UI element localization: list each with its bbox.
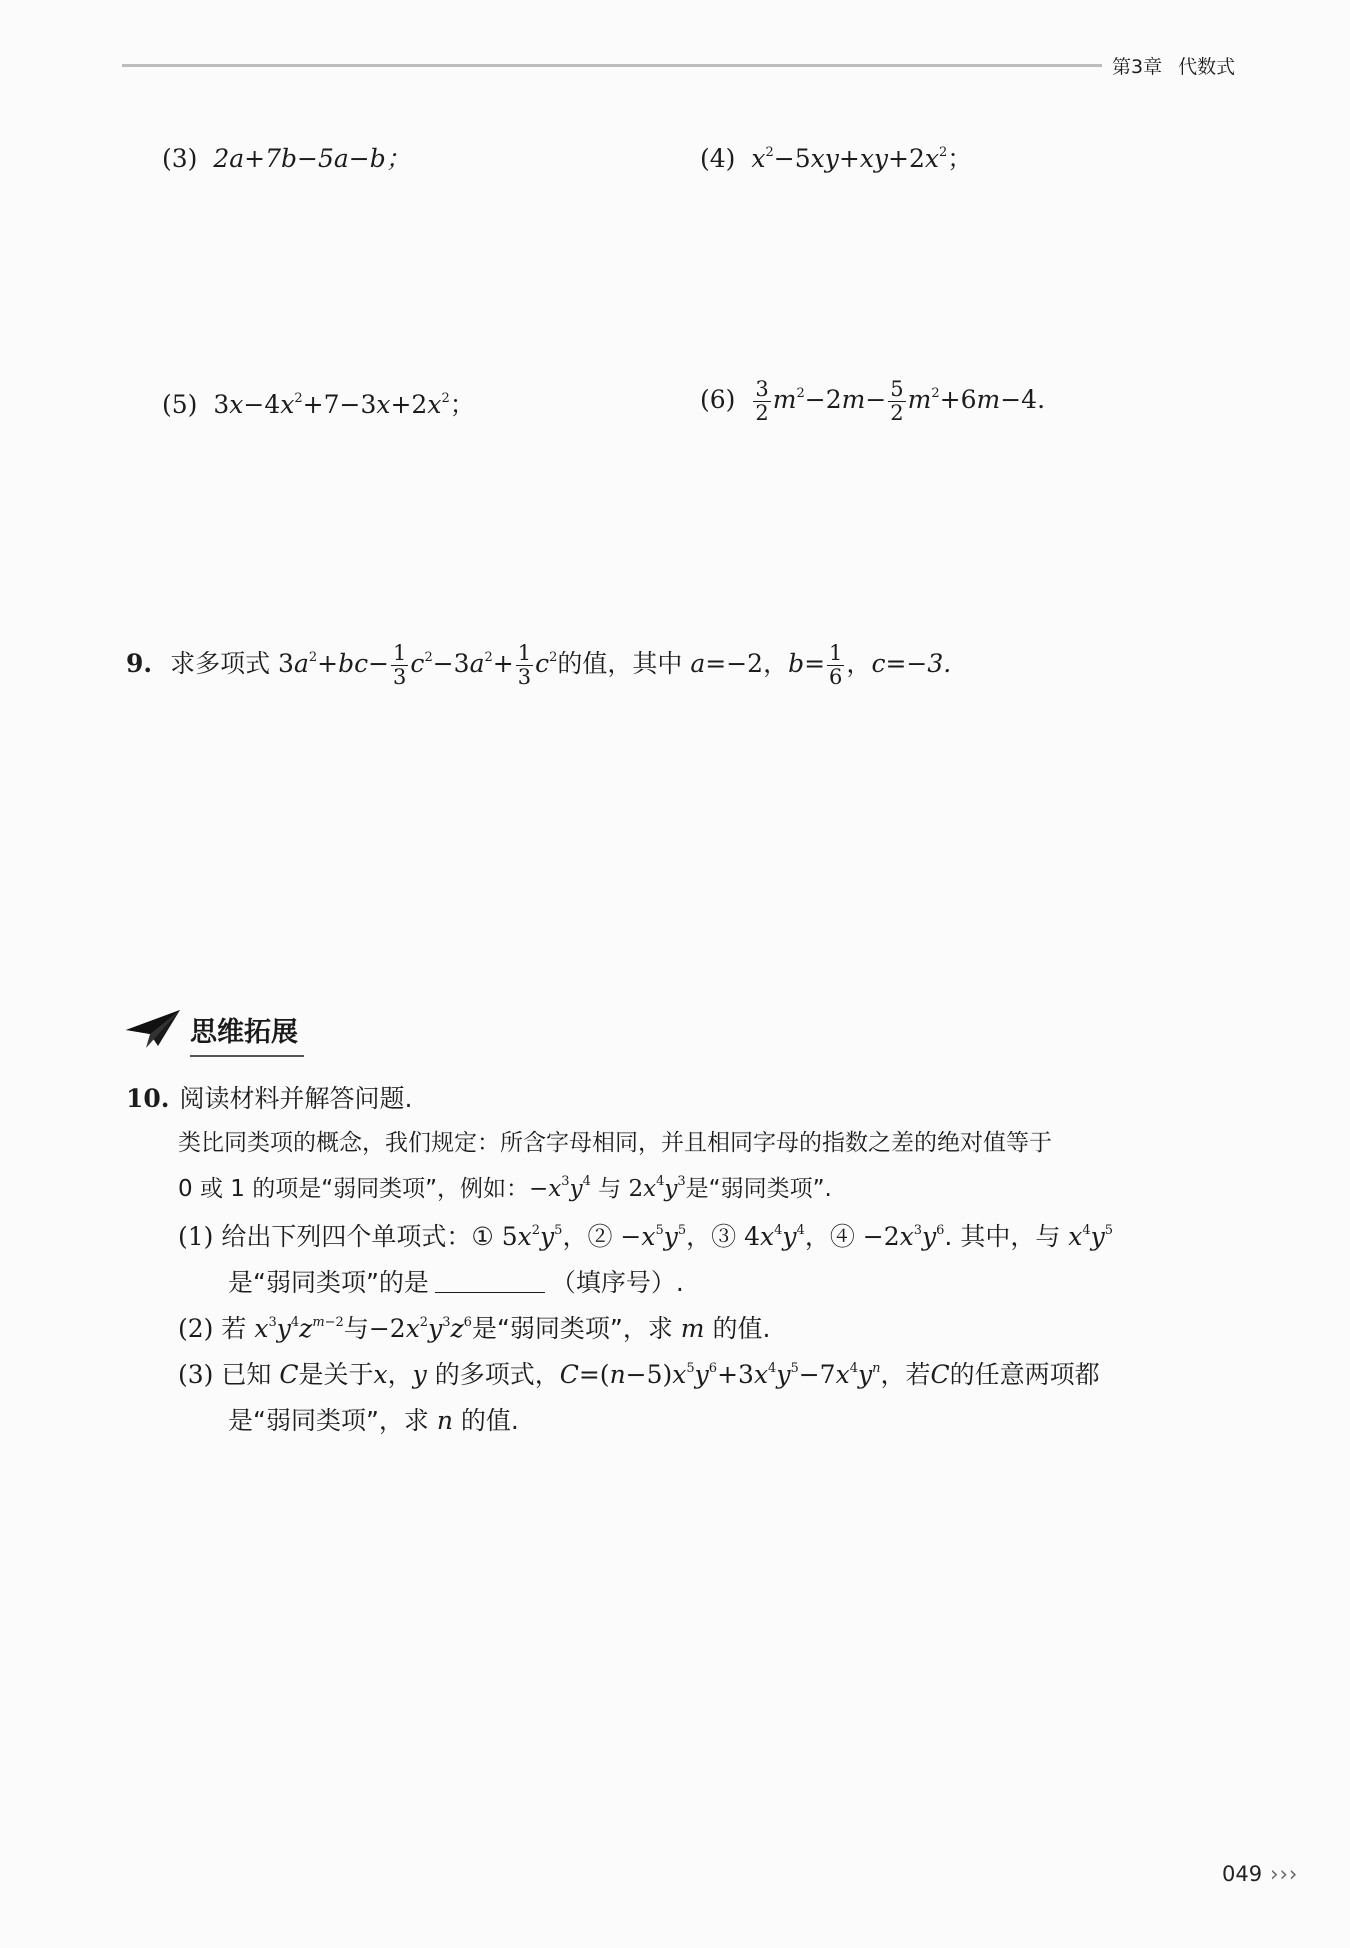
exercise-5 bbox=[162, 392, 475, 417]
sub-question-2 bbox=[178, 1316, 770, 1341]
question-9-number: 9. bbox=[126, 649, 153, 678]
header-rule bbox=[122, 64, 1102, 67]
sub-question-1-line2-end: （填序号）. bbox=[550, 1268, 684, 1297]
chevron-right-icon: ››› bbox=[1270, 1862, 1299, 1886]
target-monomial: $x^4y^5$ bbox=[1068, 1222, 1114, 1251]
monomial-list: ① $5x^2y^5$，② $-x^5y^5$，③ $4x^4y^4$，④ $-2x^3y^6$ bbox=[471, 1222, 945, 1251]
question-9 bbox=[126, 642, 951, 689]
exercise-4-label: (4) bbox=[700, 144, 736, 173]
exercise-5-expression: $3x-4x^2+7-3x+2x^2$； bbox=[213, 390, 475, 419]
question-9-conditions: a=−2，b= $\frac{1}{6}$ ，c=−3. bbox=[690, 641, 952, 689]
chapter-label: 第3章 bbox=[1112, 56, 1163, 78]
sub-question-3-text-a: 已知 bbox=[221, 1360, 272, 1389]
sub-question-3-text-d: ，若 bbox=[880, 1360, 931, 1389]
exercise-3 bbox=[162, 146, 411, 171]
exercise-3-expression: 2a+7b−5a−b； bbox=[213, 144, 411, 173]
paper-plane-icon bbox=[124, 1006, 182, 1050]
page-number bbox=[1222, 1862, 1298, 1886]
sub-question-2-text-c: 是“弱同类项”，求 bbox=[471, 1314, 673, 1343]
example-monomials: $-x^3y^4$ 与 $2x^4y^3$ bbox=[529, 1174, 686, 1202]
exercise-6-expression: $\frac{3}{2}$ $m^2-2m-$ $\frac{5}{2}$ $m^2+6m-4$. bbox=[755, 377, 1046, 425]
exercise-6 bbox=[700, 378, 1045, 425]
question-9-suffix: 的值，其中 bbox=[557, 649, 683, 678]
sub-question-1-label: (1) bbox=[178, 1222, 214, 1251]
question-10-number: 10. bbox=[126, 1084, 170, 1113]
sub-question-1-tail: . 其中，与 bbox=[944, 1222, 1061, 1251]
sub-question-3-line2-end: 的值. bbox=[460, 1406, 519, 1435]
sub-question-2-term-2: $-2x^2y^3z^6$ bbox=[368, 1314, 472, 1343]
section-title: 思维拓展 bbox=[190, 1010, 298, 1049]
page-number-value: 049 bbox=[1222, 1862, 1263, 1886]
sub-question-3-text-e: 的任意两项都 bbox=[949, 1360, 1100, 1389]
variable-m: m bbox=[680, 1314, 705, 1343]
sub-question-3: (3) 已知 C是关于x，y 的多项式，$C=(n-5)x^5y^6+3x^4y^5-7x^4y^n$，若C的任意两项都 bbox=[178, 1360, 1100, 1389]
running-header bbox=[1112, 52, 1235, 79]
sub-question-3-line2-text: 是“弱同类项”，求 bbox=[228, 1406, 429, 1435]
question-9-condition-c: c=−3. bbox=[871, 649, 952, 678]
material-line-2-text: 0 或 1 的项是“弱同类项”，例如： bbox=[178, 1176, 530, 1202]
exercise-4 bbox=[700, 146, 972, 171]
question-9-prefix: 求多项式 bbox=[170, 649, 271, 678]
question-9-polynomial: $3a^2+bc-$ $\frac{1}{3}$ $c^2-3a^2+$ $\frac{1}{3}$ $c^2$ bbox=[278, 641, 558, 689]
material-line-1: 类比同类项的概念，我们规定：所含字母相同，并且相同字母的指数之差的绝对值等于 bbox=[178, 1130, 1052, 1156]
sub-question-2-term-1: $x^3y^4z^{m-2}$ bbox=[254, 1314, 344, 1343]
sub-question-3-line-2 bbox=[228, 1408, 519, 1433]
variable-n: n bbox=[436, 1406, 453, 1435]
sub-question-3-text-c: 的多项式， bbox=[434, 1360, 560, 1389]
sub-question-1-line2-text: 是“弱同类项”的是 bbox=[228, 1268, 429, 1297]
polynomial-C: $C=(n-5)x^5y^6+3x^4y^5-7x^4y^n$ bbox=[559, 1360, 881, 1389]
answer-blank[interactable] bbox=[435, 1270, 545, 1293]
sub-question-1-line-2 bbox=[228, 1270, 684, 1295]
sub-question-2-label: (2) bbox=[178, 1314, 214, 1343]
exercise-6-label: (6) bbox=[700, 385, 736, 414]
exercise-4-expression: $x^2-5xy+xy+2x^2$； bbox=[751, 144, 973, 173]
sub-question-2-text-a: 若 bbox=[221, 1314, 247, 1343]
material-line-2-end: 是“弱同类项”. bbox=[685, 1176, 832, 1202]
sub-question-1-text: 给出下列四个单项式： bbox=[221, 1222, 472, 1251]
chapter-title: 代数式 bbox=[1178, 56, 1236, 78]
question-10-intro: 阅读材料并解答问题. bbox=[179, 1084, 413, 1113]
sub-question-3-text-b: 是关于 bbox=[298, 1360, 374, 1389]
sub-question-1 bbox=[178, 1224, 1113, 1249]
exercise-3-label: (3) bbox=[162, 144, 198, 173]
question-10 bbox=[126, 1086, 412, 1111]
sub-question-2-text-d: 的值. bbox=[712, 1314, 771, 1343]
sub-question-3-label: (3) bbox=[178, 1360, 214, 1389]
exercise-5-label: (5) bbox=[162, 390, 198, 419]
variable-C: C bbox=[279, 1360, 299, 1389]
material-line-2 bbox=[178, 1174, 832, 1202]
sub-question-2-text-b: 与 bbox=[343, 1314, 369, 1343]
